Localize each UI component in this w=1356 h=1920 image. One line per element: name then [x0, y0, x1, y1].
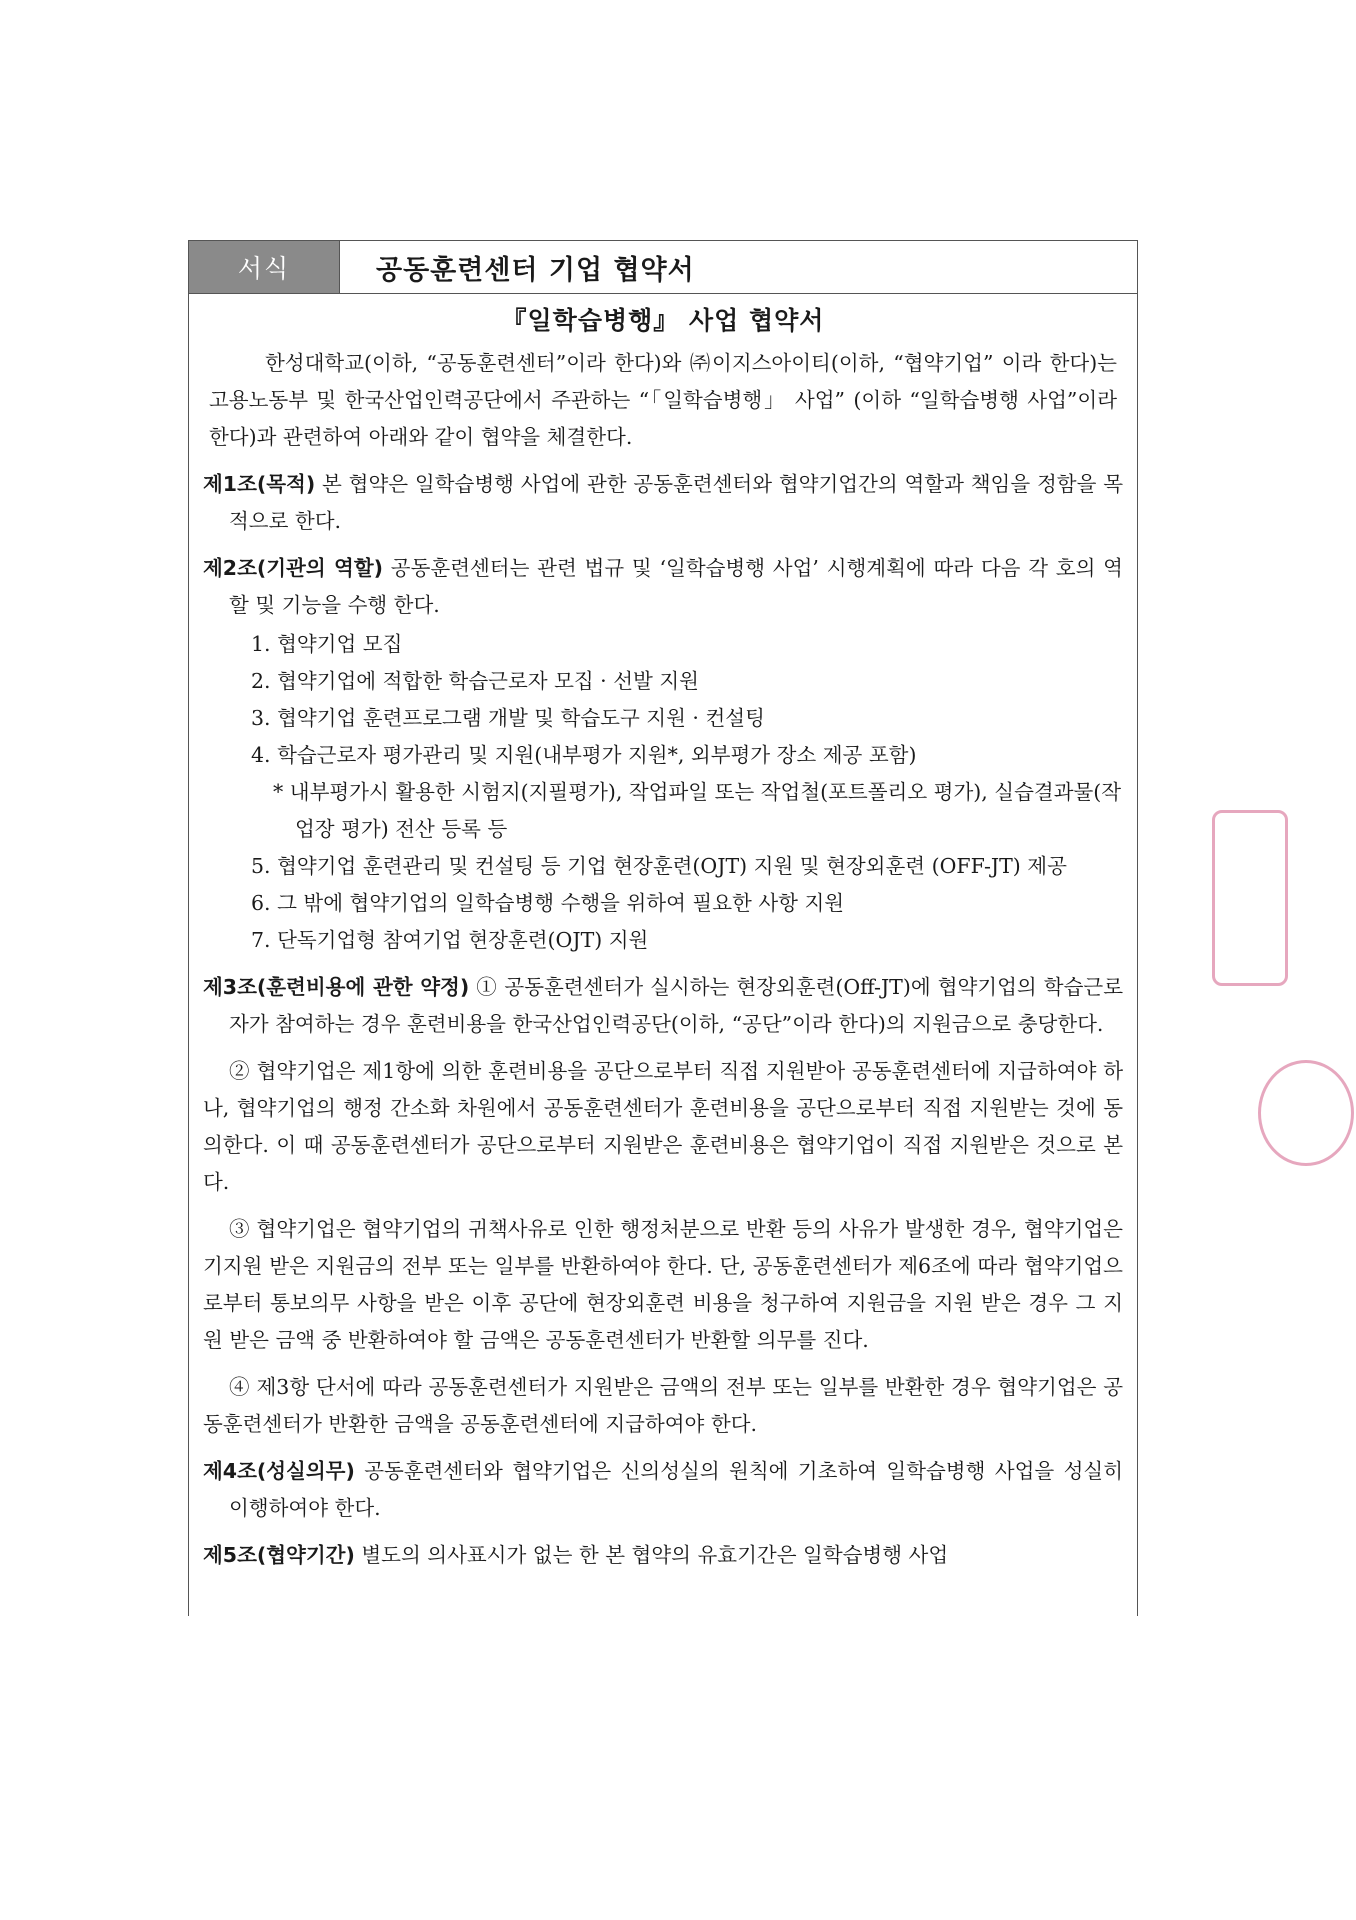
article-2-list	[203, 626, 1123, 959]
list-item: 3. 협약기업 훈련프로그램 개발 및 학습도구 지원 · 컨설팅	[251, 706, 765, 730]
list-item: 7. 단독기업형 참여기업 현장훈련(OJT) 지원	[251, 928, 649, 952]
form-header	[189, 241, 1137, 294]
article-3-text: ① 공동훈련센터가 실시하는 현장외훈련(Off-JT)에 협약기업의 학습근로자가 참여하는 경우 훈련비용을 한국산업인력공단(이하, “공단”이라 한다)의 지원금으로 충당한다.	[229, 975, 1123, 1036]
article-4	[203, 1453, 1123, 1527]
article-5-text: 별도의 의사표시가 없는 한 본 협약의 유효기간은 일학습병행 사업	[354, 1543, 949, 1567]
article-5	[203, 1537, 1123, 1574]
article-3-clause-2: ② 협약기업은 제1항에 의한 훈련비용을 공단으로부터 직접 지원받아 공동훈련센터에 지급하여야 하나, 협약기업의 행정 간소화 차원에서 공동훈련센터가 훈련비용을 공단으로부터 직접 지원받는 것에 동의한다. 이 때 공동훈련센터가 공단으로부터 지원받은 훈련비용은 협약기업이 직접 지원받은 것으로 본다.	[203, 1059, 1123, 1194]
article-3-clause-4: ④ 제3항 단서에 따라 공동훈련센터가 지원받은 금액의 전부 또는 일부를 반환한 경우 협약기업은 공동훈련센터가 반환한 금액을 공동훈련센터에 지급하여야 한다.	[203, 1375, 1123, 1436]
agreement-form	[188, 240, 1138, 1616]
list-note: * 내부평가시 활용한 시험지(지필평가), 작업파일 또는 작업철(포트폴리오 평가), 실습결과물(작업장 평가) 전산 등록 등	[273, 780, 1122, 841]
article-2-text: 공동훈련센터는 관련 법규 및 ‘일학습병행 사업’ 시행계획에 따라 다음 각 호의 역할 및 기능을 수행 한다.	[229, 556, 1123, 617]
article-1-text: 본 협약은 일학습병행 사업에 관한 공동훈련센터와 협약기업간의 역할과 책임을 정함을 목적으로 한다.	[229, 472, 1123, 533]
article-3-clause-3: ③ 협약기업은 협약기업의 귀책사유로 인한 행정처분으로 반환 등의 사유가 발생한 경우, 협약기업은 기지원 받은 지원금의 전부 또는 일부를 반환하여야 한다. 단, 공동훈련센터가 제6조에 따라 협약기업으로부터 통보의무 사항을 받은 이후 공단에 현장외훈련 비용을 청구하여 지원금을 지원 받은 경우 그 지원 받은 금액 중 반환하여야 할 금액은 공동훈련센터가 반환할 의무를 진다.	[203, 1217, 1123, 1352]
agreement-body	[189, 294, 1137, 1574]
list-item: 4. 학습근로자 평가관리 및 지원(내부평가 지원*, 외부평가 장소 제공 포함)	[251, 743, 917, 767]
seal-stamp-icon	[1212, 810, 1288, 986]
list-item: 6. 그 밖에 협약기업의 일학습병행 수행을 위하여 필요한 사항 지원	[251, 891, 845, 915]
intro-paragraph: 한성대학교(이하, “공동훈련센터”이라 한다)와 ㈜이지스아이티(이하, “협약기업” 이라 한다)는 고용노동부 및 한국산업인력공단에서 주관하는 “「일학습병행」 사업” (이하 “일학습병행 사업”이라 한다)과 관련하여 아래와 같이 협약을 체결한다.	[209, 351, 1117, 449]
article-5-heading: 제5조(협약기간)	[203, 1543, 355, 1567]
article-1-heading: 제1조(목적)	[203, 472, 316, 496]
article-4-heading: 제4조(성실의무)	[203, 1459, 355, 1483]
form-tag: 서식	[189, 241, 340, 293]
article-4-text: 공동훈련센터와 협약기업은 신의성실의 원칙에 기초하여 일학습병행 사업을 성실히 이행하여야 한다.	[229, 1459, 1123, 1520]
article-3-heading: 제3조(훈련비용에 관한 약정)	[203, 975, 470, 999]
article-2-heading: 제2조(기관의 역할)	[203, 556, 384, 580]
round-seal-icon	[1258, 1060, 1354, 1166]
list-item: 5. 협약기업 훈련관리 및 컨설팅 등 기업 현장훈련(OJT) 지원 및 현장외훈련 (OFF-JT) 제공	[251, 854, 1067, 878]
form-title: 공동훈련센터 기업 협약서	[376, 254, 695, 286]
article-2	[203, 550, 1123, 624]
list-item: 2. 협약기업에 적합한 학습근로자 모집 · 선발 지원	[251, 669, 699, 693]
document-title: 『일학습병행』 사업 협약서	[501, 306, 825, 335]
list-item: 1. 협약기업 모집	[251, 632, 403, 656]
article-1	[203, 466, 1123, 540]
article-3	[203, 969, 1123, 1043]
